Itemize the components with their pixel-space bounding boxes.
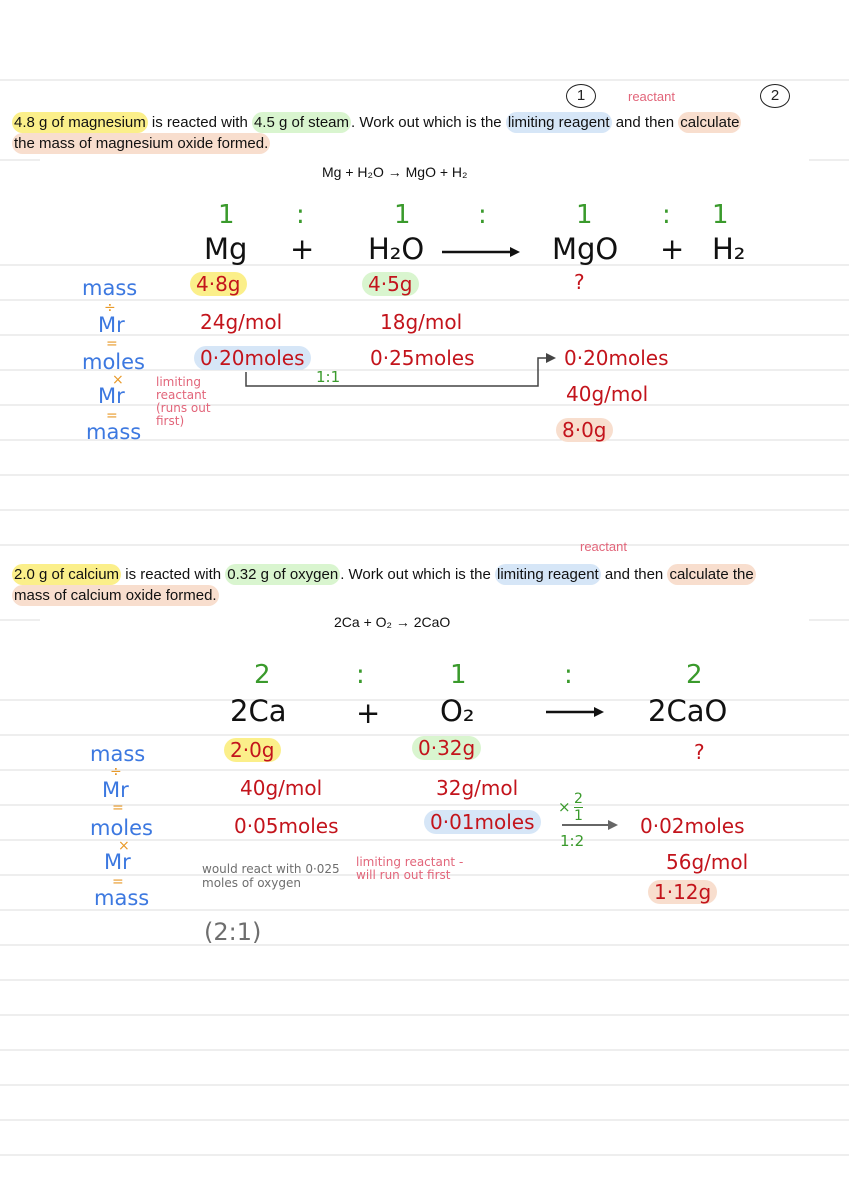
ratio-ca: 2	[254, 660, 271, 690]
highlight-mass-mgo: the mass of magnesium oxide formed.	[14, 135, 269, 152]
equals-icon: =	[106, 408, 118, 424]
multiply-sign: ×	[558, 798, 571, 816]
word-equation-2: 2Ca + O₂ → 2CaO	[334, 614, 451, 630]
species-h2: H₂	[712, 232, 746, 266]
word-equation-1: Mg + H₂O → MgO + H₂	[322, 164, 468, 180]
species-mg: Mg	[204, 232, 248, 266]
species-2cao: 2CaO	[648, 694, 728, 728]
highlight-limiting-reagent: limiting reagent	[507, 114, 610, 131]
ratio-h2o: 1	[394, 200, 411, 230]
reactant-annotation: reactant	[628, 89, 675, 104]
mgo-moles: 0·20moles	[564, 346, 669, 370]
species-mgo: MgO	[552, 232, 619, 266]
label-mass: mass	[94, 886, 150, 910]
equals-icon: =	[106, 336, 118, 352]
question-2-line-1: 2.0 g of calcium is reacted with 0.32 g of oxygen . Work out which is the limiting reagent and then calculate the	[14, 566, 754, 583]
ratio-note: 1:2	[560, 832, 585, 850]
ratio-mgo: 1	[576, 200, 593, 230]
times-icon: ×	[112, 372, 124, 388]
cao-molar-mass: 56g/mol	[666, 850, 749, 874]
ratio-sep: :	[296, 200, 305, 230]
highlight-calculate: calculate	[680, 114, 740, 131]
divide-icon: ÷	[110, 764, 122, 780]
ca-moles: 0·05moles	[234, 814, 339, 838]
grey-ratio-note: (2:1)	[204, 918, 262, 946]
h2o-molar-mass: 18g/mol	[380, 310, 463, 334]
mg-mass: 4·8g	[190, 272, 247, 296]
mg-moles: 0·20moles	[194, 346, 311, 370]
would-react-note: would react with 0·025 moles of oxygen	[202, 862, 340, 890]
limiting-reactant-note: limiting reactant (runs out first)	[156, 375, 211, 428]
mgo-unknown: ?	[574, 270, 585, 294]
ratio-sep: :	[662, 200, 671, 230]
highlight-limiting-reagent: limiting reagent	[497, 566, 599, 583]
cao-unknown: ?	[694, 740, 705, 764]
equals-icon: =	[112, 874, 124, 890]
plus-sign: +	[356, 696, 381, 730]
reactant-annotation: reactant	[580, 539, 627, 554]
highlight-steam: 4.5 g of steam	[253, 114, 350, 131]
label-mr: Mr	[98, 384, 125, 408]
question-2-line-2	[12, 583, 219, 609]
label-mr: Mr	[104, 850, 131, 874]
plus-sign: +	[660, 232, 685, 266]
reaction-arrow-icon	[440, 244, 522, 260]
ca-mass: 2·0g	[224, 738, 281, 762]
question-1-line-1: 4.8 g of magnesium is reacted with 4.5 g of steam . Work out which is the limiting reagent and then calculate	[14, 114, 740, 131]
highlight-magnesium: 4.8 g of magnesium	[14, 114, 146, 131]
label-mass: mass	[82, 276, 138, 300]
h2o-mass: 4·5g	[362, 272, 419, 296]
mg-molar-mass: 24g/mol	[200, 310, 283, 334]
h2o-moles: 0·25moles	[370, 346, 475, 370]
ratio-note: 1:1	[316, 368, 341, 386]
label-mr: Mr	[102, 778, 129, 802]
o2-moles: 0·01moles	[424, 810, 541, 834]
ratio-h2: 1	[712, 200, 729, 230]
highlight-oxygen: 0.32 g of oxygen	[227, 566, 339, 583]
limiting-reactant-note: limiting reactant - will run out first	[356, 855, 464, 882]
mgo-molar-mass: 40g/mol	[566, 382, 649, 406]
equals-icon: =	[112, 800, 124, 816]
times-icon: ×	[118, 838, 130, 854]
o2-molar-mass: 32g/mol	[436, 776, 519, 800]
label-mass: mass	[90, 742, 146, 766]
label-mr: Mr	[98, 313, 125, 337]
label-moles: moles	[82, 350, 145, 374]
cao-mass: 1·12g	[648, 880, 717, 904]
step-1-circle: 1	[566, 84, 596, 108]
step-2-circle: 2	[760, 84, 790, 108]
ratio-sep: :	[478, 200, 487, 230]
cao-moles: 0·02moles	[640, 814, 745, 838]
ratio-sep: :	[564, 660, 573, 690]
highlight-mass-cao: mass of calcium oxide formed.	[14, 587, 217, 604]
highlight-calculate: calculate the	[669, 566, 754, 583]
species-o2: O₂	[440, 694, 475, 728]
highlight-calcium: 2.0 g of calcium	[14, 566, 120, 583]
species-2ca: 2Ca	[230, 694, 287, 728]
reaction-arrow-icon	[544, 704, 606, 720]
mgo-mass: 8·0g	[556, 418, 613, 442]
mole-ratio-arrow-icon	[560, 818, 620, 832]
species-h2o: H₂O	[368, 232, 425, 266]
divide-icon: ÷	[104, 300, 116, 316]
label-moles: moles	[90, 816, 153, 840]
plus-sign: +	[290, 232, 315, 266]
ratio-cao: 2	[686, 660, 703, 690]
ratio-o2: 1	[450, 660, 467, 690]
ratio-fraction: 2 1	[574, 791, 583, 824]
ca-molar-mass: 40g/mol	[240, 776, 323, 800]
o2-mass: 0·32g	[412, 736, 481, 760]
mole-ratio-arrow-icon	[240, 350, 560, 392]
question-1-line-2	[12, 131, 270, 157]
ratio-sep: :	[356, 660, 365, 690]
ratio-mg: 1	[218, 200, 235, 230]
label-mass: mass	[86, 420, 142, 444]
